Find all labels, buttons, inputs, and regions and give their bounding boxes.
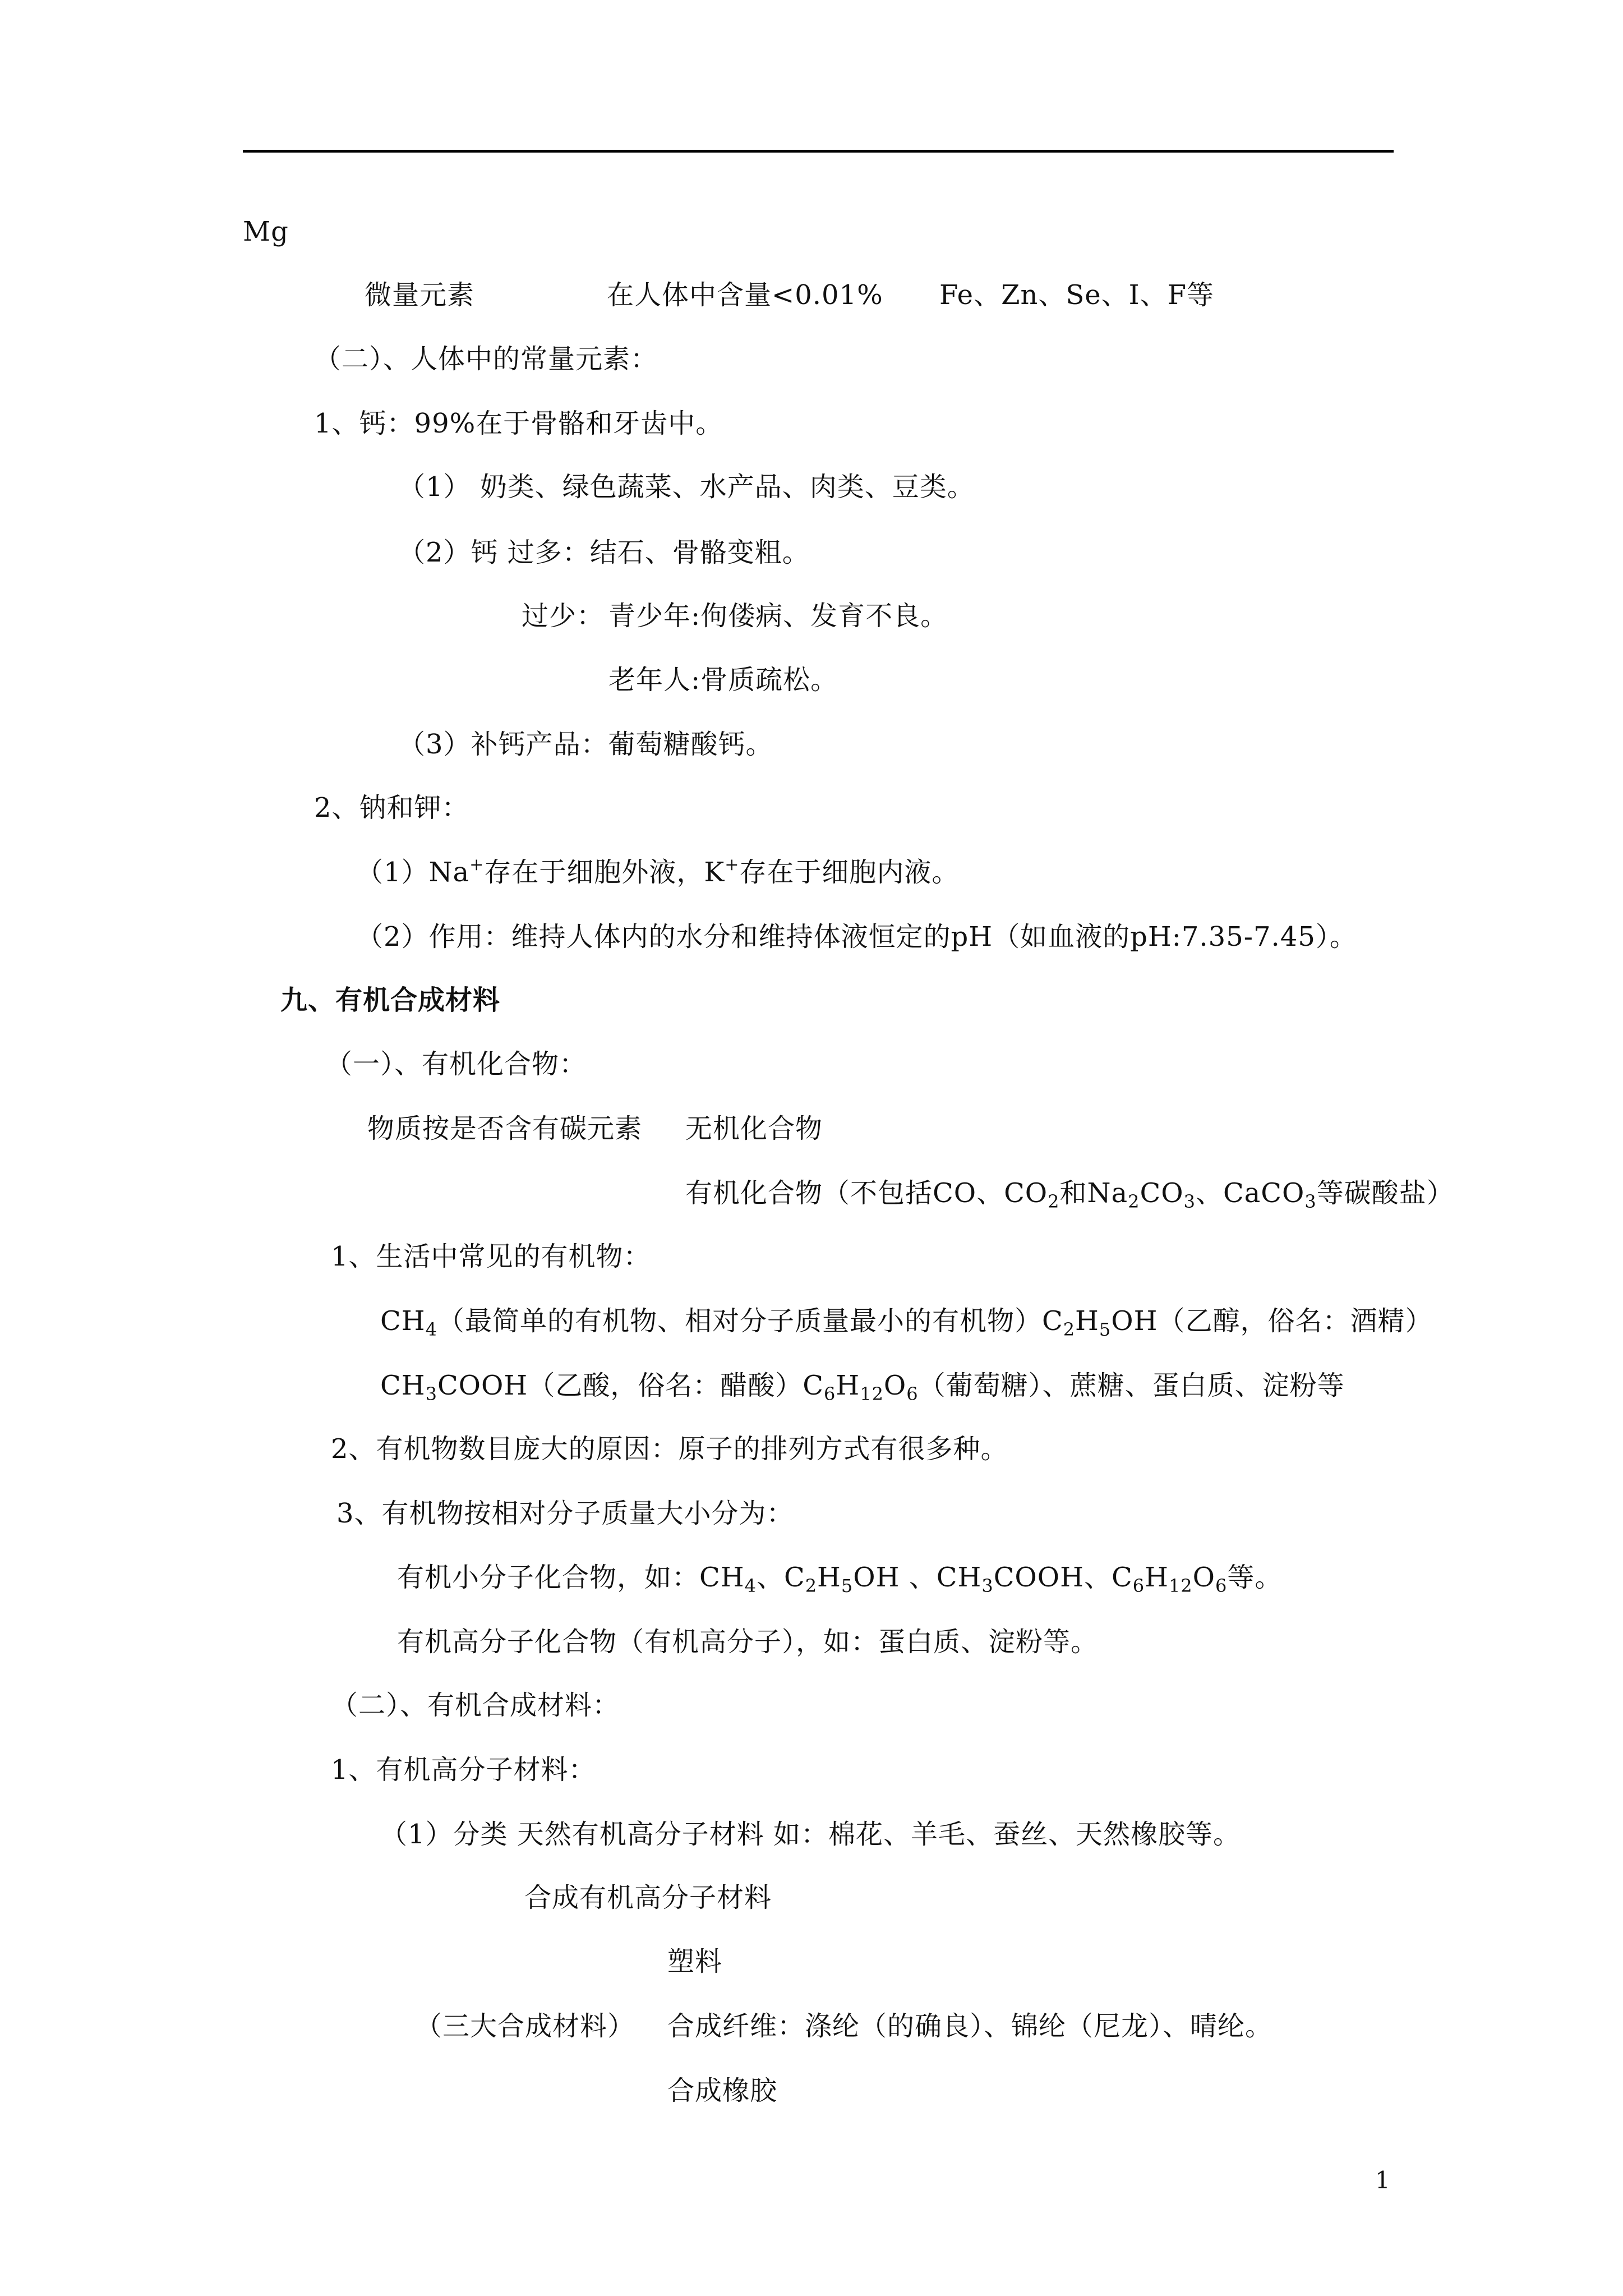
three-synthetic-materials: （三大合成材料） — [415, 2010, 635, 2042]
common-organics-line-1: $CH_4$（最简单的有机物、相对分子质量最小的有机物）$C_2H_5OH$（乙醇，俗名：酒精） — [380, 1305, 1433, 1340]
calcium-deficit-label: 过少： — [522, 600, 605, 632]
classify-by-carbon: 物质按是否含有碳元素 — [367, 1113, 643, 1144]
section-heading-organic-compounds: （一）、有机化合物： — [325, 1048, 587, 1080]
molecular-mass-heading: 3、有机物按相对分子质量大小分为： — [336, 1498, 794, 1529]
plastic: 塑料 — [667, 1946, 723, 1977]
page-number: 1 — [1375, 2166, 1390, 2194]
sodium-potassium-location: （1）Na+存在于细胞外液，K+存在于细胞内液。 — [356, 855, 960, 888]
organics-abundance-reason: 2、有机物数目庞大的原因：原子的排列方式有很多种。 — [331, 1433, 1008, 1465]
calcium-excess: （2）钙 过多：结石、骨骼变粗。 — [398, 537, 810, 568]
calcium-deficit-youth: 青少年:佝偻病、发育不良。 — [608, 600, 948, 632]
sodium-potassium-function: （2）作用：维持人体内的水分和维持体液恒定的pH（如血液的pH:7.35-7.45）。 — [356, 921, 1357, 953]
trace-elements-content: 在人体中含量<0.01% — [607, 279, 883, 311]
sodium-potassium-heading: 2、钠和钾： — [314, 792, 469, 823]
header-rule — [243, 150, 1394, 153]
synthetic-polymer-classification: 合成有机高分子材料 — [524, 1882, 772, 1913]
section-heading-macro-elements: （二）、人体中的常量元素： — [314, 343, 658, 375]
organic-compounds-definition: 有机化合物（不包括CO、$CO_2$和$Na_2CO_3$、CaCO$_3$等碳酸盐） — [685, 1177, 1454, 1212]
calcium-heading: 1、钙：99%在于骨骼和牙齿中。 — [314, 408, 723, 439]
calcium-deficit-elder: 老年人:骨质疏松。 — [608, 664, 838, 696]
calcium-supplement: （3）补钙产品：葡萄糖酸钙。 — [398, 729, 773, 760]
trace-elements-examples: Fe、Zn、Se、I、F等 — [939, 279, 1214, 311]
synthetic-rubber: 合成橡胶 — [667, 2075, 778, 2106]
inorganic-compounds: 无机化合物 — [685, 1113, 823, 1144]
small-molecule-organics: 有机小分子化合物，如：$CH_4$、$C_2H_5OH$ 、$CH_3COOH$、$C_6H_{12}O_6$等。 — [397, 1562, 1283, 1596]
polymer-materials-heading: 1、有机高分子材料： — [331, 1754, 596, 1786]
natural-polymer-classification: （1）分类 天然有机高分子材料 如：棉花、羊毛、蚕丝、天然橡胶等。 — [380, 1819, 1241, 1850]
element-mg: Mg — [243, 216, 289, 247]
synthetic-fibers: 合成纤维：涤纶（的确良）、锦纶（尼龙）、晴纶。 — [667, 2010, 1273, 2042]
calcium-sources: （1） 奶类、绿色蔬菜、水产品、肉类、豆类。 — [398, 471, 975, 503]
large-molecule-organics: 有机高分子化合物（有机高分子），如：蛋白质、淀粉等。 — [397, 1626, 1099, 1658]
common-organics-heading: 1、生活中常见的有机物： — [331, 1241, 651, 1272]
trace-elements-label: 微量元素 — [365, 279, 475, 311]
chapter-heading-organic-materials: 九、有机合成材料 — [280, 984, 501, 1016]
section-heading-synthetic-materials: （二）、有机合成材料： — [331, 1690, 620, 1721]
common-organics-line-2: $CH_3COOH$（乙酸，俗名：醋酸）$C_6H_{12}O_6$（葡萄糖）、蔗糖、蛋白质、淀粉等 — [380, 1370, 1345, 1405]
